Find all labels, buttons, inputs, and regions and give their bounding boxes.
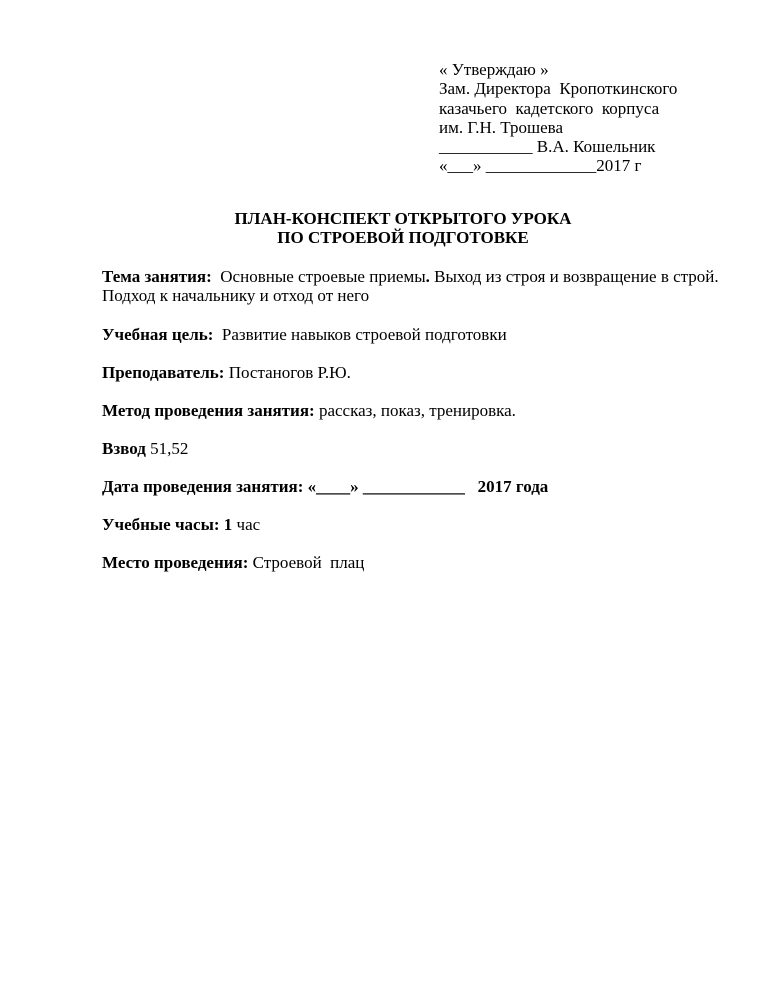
approval-position: Зам. Директора Кропоткинского (439, 79, 678, 99)
title-line-1: ПЛАН-КОНСПЕКТ ОТКРЫТОГО УРОКА (234, 209, 572, 228)
title-line-2: ПО СТРОЕВОЙ ПОДГОТОВКЕ (277, 228, 529, 247)
goal-label: Учебная цель: (102, 325, 214, 344)
goal-value: Развитие навыков строевой подготовки (213, 325, 507, 344)
topic-value-part1: Основные строевые приемы (211, 267, 426, 286)
approval-date: «___» _____________2017 г (439, 156, 642, 176)
topic-value-dot: . (425, 267, 430, 286)
document-title (0, 209, 768, 247)
hours-number: 1 (219, 515, 233, 534)
teacher-label: Преподаватель: (102, 363, 225, 382)
place-label: Место проведения: (102, 553, 249, 572)
goal-field (102, 325, 722, 344)
approval-organization: казачьего кадетского корпуса (439, 98, 660, 118)
approval-heading: « Утверждаю » (439, 60, 549, 79)
method-value: рассказ, показ, тренировка. (314, 401, 516, 420)
place-field (102, 553, 722, 572)
hours-label: Учебные часы: (102, 515, 220, 534)
hours-field (102, 515, 722, 534)
date-label: Дата проведения занятия: «____» ____________ 2017 года (102, 477, 549, 496)
place-value: Строевой плац (248, 553, 365, 572)
method-label: Метод проведения занятия: (102, 401, 315, 420)
teacher-field (102, 363, 722, 382)
method-field (102, 401, 722, 420)
approval-block (439, 60, 677, 176)
platoon-value: 51,52 (145, 439, 189, 458)
platoon-field (102, 439, 722, 458)
approval-organization-name: им. Г.Н. Трошева (439, 117, 564, 137)
approval-signature: ___________ В.А. Кошельник (439, 137, 656, 157)
topic-field (102, 267, 722, 305)
topic-value-part2: Выход из строя и возвращение в строй. Подход к начальнику и отход от него (102, 267, 719, 305)
topic-label: Тема занятия: (102, 267, 212, 286)
platoon-label: Взвод (102, 439, 146, 458)
hours-unit: час (232, 515, 261, 534)
date-field (102, 477, 722, 496)
teacher-value: Постаногов Р.Ю. (224, 363, 351, 382)
